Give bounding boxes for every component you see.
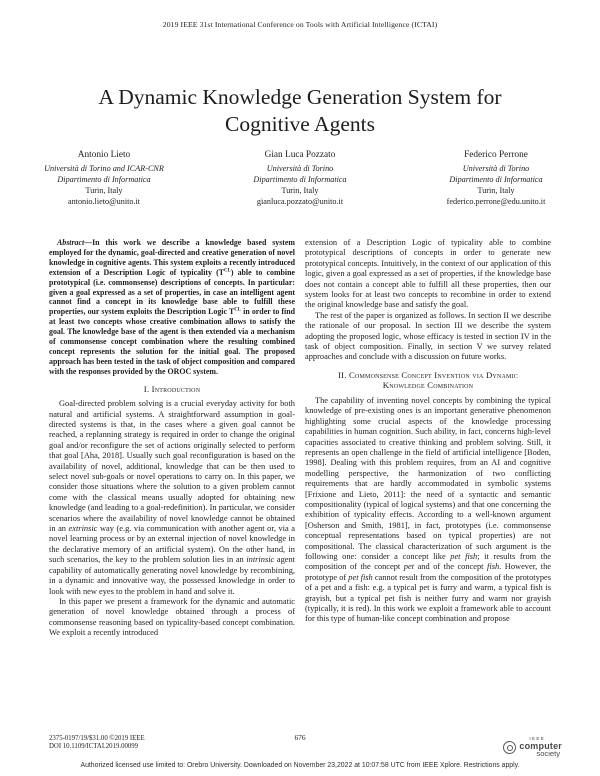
logo-ieee-text: IEEE — [529, 735, 546, 741]
intro-paragraph-2: In this paper we present a framework for the dynamic and automatic generation of novel knowledge obtained through a process of commonsense reasoning based on typicality-based concept combination. We exploit a recently introduced — [49, 596, 295, 638]
paper-title — [0, 84, 600, 138]
logo-society-text: society — [536, 749, 561, 759]
author-3-name: Federico Perrone — [464, 150, 528, 160]
left-column — [49, 238, 295, 639]
author-3 — [412, 150, 580, 207]
author-1-affiliation: Università di Torino and ICAR-CNR — [44, 164, 164, 173]
author-1 — [20, 150, 188, 207]
author-1-location: Turin, Italy — [85, 186, 123, 195]
author-1-department: Dipartimento di Informatica — [57, 175, 151, 184]
doi-line: DOI 10.1109/ICTAI.2019.00099 — [49, 742, 139, 750]
author-2-department: Dipartimento di Informatica — [253, 175, 347, 184]
section2-paragraph-1: The capability of inventing novel concepts by combining the typical knowledge of pre-existing ones is an important generative phenomenon highlighting some crucial aspects of the knowledge processing capabilities in human cognition. Such ability, in fact, concerns high-level capacities associated to creative thinking and problem solving. Still, it represents an open challenge in the field of artificial intelligence [Boden, 1998]. Dealing with this problem requires, from an AI and cognitive modelling perspective, the harmonization of two conflicting requirements that are hardly accommodated in symbolic systems [Frixione and Lieto, 2011]: the need of a syntactic and semantic compositionality (typical of logical systems) and that one concerning the exhibition of typicality effects. According to a well-known argument [Osherson and Smith, 1981], in fact, prototypes (i.e. commonsense conceptual representations based on typical properties) are not compositional. The classical characterization of such argument is the following one: consider a concept like pet fish; it results from the composition of the concept pet and of the concept fish. However, the prototype of pet fish cannot result from the composition of the prototypes of a pet and a fish: e.g. a typical pet is furry and warm, a typical fish is grayish, but a typical pet fish is neither furry and warm nor grayish (typically, it is red). In this work we exploit a framework able to account for this type of human-like concept combination and propose — [305, 395, 551, 624]
paper-outline-paragraph: The rest of the paper is organized as follows. In section II we describe the rationale of our proposal. In section III we describe the system adopting the proposed logic, whose efficacy is tested in section IV in the task of object composition. Finally, in section V we survey related approaches and conclude with a discussion on future works. — [305, 310, 551, 362]
paper-title-line1: A Dynamic Knowledge Generation System for — [98, 85, 502, 109]
author-1-email: antonio.lieto@unito.it — [67, 197, 141, 206]
author-2-name: Gian Luca Pozzato — [264, 150, 336, 160]
author-3-affiliation: Università di Torino — [462, 164, 530, 173]
author-2 — [216, 150, 384, 207]
page-number: 676 — [294, 733, 306, 742]
section-heading-introduction: I. Introduction — [143, 383, 201, 394]
ieee-computer-society-logo — [503, 737, 562, 758]
section-heading-commonsense: II. Commonsense Concept Invention via Dynamic Knowledge Combination — [338, 369, 518, 391]
author-2-affiliation: Università di Torino — [266, 164, 334, 173]
body-columns — [49, 238, 551, 639]
author-1-name: Antonio Lieto — [77, 150, 131, 160]
running-header: 2019 IEEE 31st International Conference on Tools with Artificial Intelligence (ICTAI) — [162, 20, 438, 29]
author-2-email: gianluca.pozzato@unito.it — [256, 197, 344, 206]
computer-society-emblem-icon — [503, 741, 516, 754]
author-3-email: federico.perrone@edu.unito.it — [446, 197, 546, 206]
license-notice: Authorized licensed use limited to: Orebro University. Downloaded on November 23,2022 at 10:07:58 UTC from IEEE Xplore. Restrictions apply. — [80, 762, 520, 769]
right-column — [305, 238, 551, 639]
continuation-paragraph: extension of a Description Logic of typicality able to combine prototypical descriptions of concepts in order to generate new prototypical concepts. Intuitively, in the context of our application of this logic, given a goal expressed as a set of properties, if the knowledge base does not contain a concept able to fulfill all these properties, then our system looks for at least two concepts to recombine in order to extend the original knowledge base and satisfy the goal. — [305, 238, 551, 310]
author-2-location: Turin, Italy — [281, 186, 319, 195]
copyright-line: 2375-0197/19/$31.00 ©2019 IEEE — [49, 734, 145, 742]
author-block — [0, 150, 600, 207]
author-3-department: Dipartimento di Informatica — [449, 175, 543, 184]
computer-society-logo-text — [519, 737, 562, 758]
author-3-location: Turin, Italy — [477, 186, 515, 195]
logo-computer-text: computer — [519, 741, 562, 752]
paper-title-line2: Cognitive Agents — [225, 112, 375, 136]
abstract-paragraph: Abstract—In this work we describe a knowledge based system employed for the dynamic, goal-directed and creative generation of novel knowledge in cognitive agents. This system exploits a recently introduced extension of a Description Logic of typicality $(T^{CL})$ able to combine prototypical (i.e. commonsense) descriptions of concepts. In particular: given a goal expressed as a set of properties, in case an intelligent agent cannot find a concept in its knowledge base able to fulfill these properties, our system exploits the Description Logic $T^{CL}$ in order to find at least two concepts whose creative combination allows to satisfy the goal. The knowledge base of the agent is then extended via a mechanism of commonsense concept combination where the resulting combined concept represents the solution for the initial goal. The proposed approach has been tested in the task of object composition and compared with the responses provided by the OROC system. — [49, 238, 295, 376]
intro-paragraph-1: Goal-directed problem solving is a crucial everyday activity for both natural and artificial systems. A straightforward assumption in goal-directed systems is that, in the cases where a given goal cannot be reached, a replanning strategy is required in order to change the original goal and/or reconfigure the set of actions originally selected to perform that goal [Aha, 2018]. Usually such goal reconfiguration is based on the availability of novel, additional, knowledge that can be then used to select novel sub-goals or novel operations to carry on. In this paper, we consider those situations where the solution to a given problem cannot come with the classical means usually adopted for obtaining new knowledge (and leading to a goal-redefinition). In particular, we consider scenarios where the availability of novel knowledge cannot be obtained in an extrinsic way (e.g. via communication with another agent or, via a novel learning process or by an external injection of novel knowledge in the declarative memory of an artificial system). On the other hand, in such scenarios, the key to the problem solution lies in an intrinsic agent capability of automatically generating novel knowledge by recombining, in a dynamic and innovative way, the possessed knowledge in order to look with new eyes to the problem in hand and solve it. — [49, 399, 295, 596]
